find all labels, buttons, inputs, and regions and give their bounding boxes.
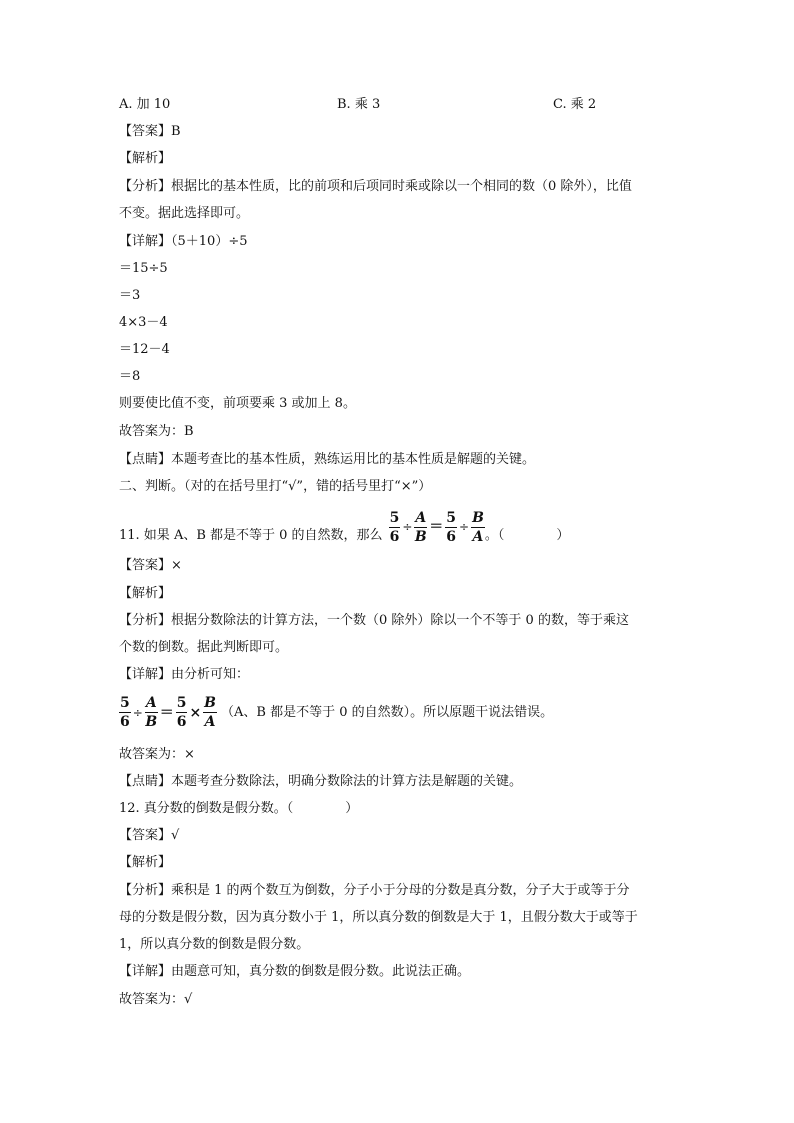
q10-detail-line-3: ＝3 bbox=[119, 288, 141, 303]
q11-question-prefix: 11. 如果 A、B 都是不等于 0 的自然数，那么 bbox=[119, 528, 383, 543]
q11-final-answer: 故答案为：× bbox=[119, 747, 195, 762]
q10-analysis-heading: 【解析】 bbox=[119, 151, 172, 166]
q11-comment: 【点睛】本题考查分数除法，明确分数除法的计算方法是解题的关键。 bbox=[119, 774, 523, 789]
fraction-a-b: $\frac{A}{B}$ bbox=[414, 509, 427, 545]
equals-sign: ＝ bbox=[429, 519, 444, 535]
equals-sign: ＝ bbox=[159, 704, 174, 721]
fraction-a-b: $\frac{A}{B}$ bbox=[145, 695, 158, 730]
q10-final-answer: 故答案为：B bbox=[119, 424, 194, 439]
q10-analysis-line-1: 【分析】根据比的基本性质，比的前项和后项同时乘或除以一个相同的数（0 除外），比值 bbox=[119, 179, 632, 194]
fraction-5-6-b: $\frac{5}{6}$ bbox=[176, 695, 187, 730]
divide-sign: ÷ bbox=[459, 520, 470, 534]
q10-detail-line-4: 4×3－4 bbox=[119, 315, 168, 330]
q10-detail-line-5: ＝12－4 bbox=[119, 342, 170, 357]
q10-detail-line-1: 【详解】（5＋10）÷5 bbox=[119, 234, 248, 249]
q12-analysis-line-1: 【分析】乘积是 1 的两个数互为倒数，分子小于分母的分数是真分数，分子大于或等于分 bbox=[119, 883, 630, 898]
q10-answer: 【答案】B bbox=[119, 124, 181, 139]
option-a: A. 加 10 bbox=[119, 97, 171, 112]
fraction-5-6: $\frac{5}{6}$ bbox=[389, 509, 400, 545]
multiply-sign: × bbox=[189, 704, 202, 721]
option-b: B. 乘 3 bbox=[337, 97, 381, 112]
fraction-b-a: $\frac{B}{A}$ bbox=[472, 509, 484, 545]
q11-answer: 【答案】× bbox=[119, 558, 182, 573]
q12-final-answer: 故答案为：√ bbox=[119, 992, 193, 1007]
q12-analysis-line-2: 母的分数是假分数，因为真分数小于 1，所以真分数的倒数是大于 1，且假分数大于或等于 bbox=[119, 910, 638, 925]
fraction-5-6: $\frac{5}{6}$ bbox=[120, 695, 130, 730]
q11-detail-equation bbox=[119, 696, 217, 729]
q12-detail: 【详解】由题意可知，真分数的倒数是假分数。此说法正确。 bbox=[119, 964, 471, 979]
q11-equation bbox=[389, 511, 485, 544]
fraction-b-a: $\frac{B}{A}$ bbox=[204, 695, 217, 730]
q12-analysis-heading: 【解析】 bbox=[119, 855, 172, 870]
q11-detail-heading: 【详解】由分析可知： bbox=[119, 667, 250, 682]
q12-analysis-line-3: 1，所以真分数的倒数是假分数。 bbox=[119, 937, 310, 952]
q10-comment: 【点睛】本题考查比的基本性质，熟练运用比的基本性质是解题的关键。 bbox=[119, 452, 536, 467]
q11-detail-equation-line bbox=[119, 696, 553, 729]
q10-conclusion: 则要使比值不变，前项要乘 3 或加上 8。 bbox=[119, 396, 356, 411]
q10-analysis-line-2: 不变。据此选择即可。 bbox=[119, 206, 250, 221]
section-title: 二、判断。（对的在括号里打“√”，错的括号里打“×”） bbox=[119, 479, 432, 494]
q11-analysis-heading: 【解析】 bbox=[119, 586, 172, 601]
option-c: C. 乘 2 bbox=[553, 97, 597, 112]
q12-answer: 【答案】√ bbox=[119, 828, 180, 843]
q11-detail-tail: （A、B 都是不等于 0 的自然数）。所以原题干说法错误。 bbox=[221, 704, 554, 720]
divide-sign: ÷ bbox=[132, 705, 143, 720]
q11-analysis-line-1: 【分析】根据分数除法的计算方法，一个数（0 除外）除以一个不等于 0 的数，等于乘这 bbox=[119, 613, 629, 628]
divide-sign: ÷ bbox=[402, 520, 413, 534]
q10-detail-line-2: ＝15÷5 bbox=[119, 261, 168, 276]
q12-question: 12. 真分数的倒数是假分数。（ ） bbox=[119, 801, 359, 816]
q11-question bbox=[119, 509, 569, 545]
q11-analysis-line-2: 个数的倒数。据此判断即可。 bbox=[119, 640, 289, 655]
q10-detail-line-6: ＝8 bbox=[119, 369, 141, 384]
q11-question-suffix: 。（ ） bbox=[484, 528, 570, 543]
fraction-5-6-b: $\frac{5}{6}$ bbox=[446, 509, 456, 545]
